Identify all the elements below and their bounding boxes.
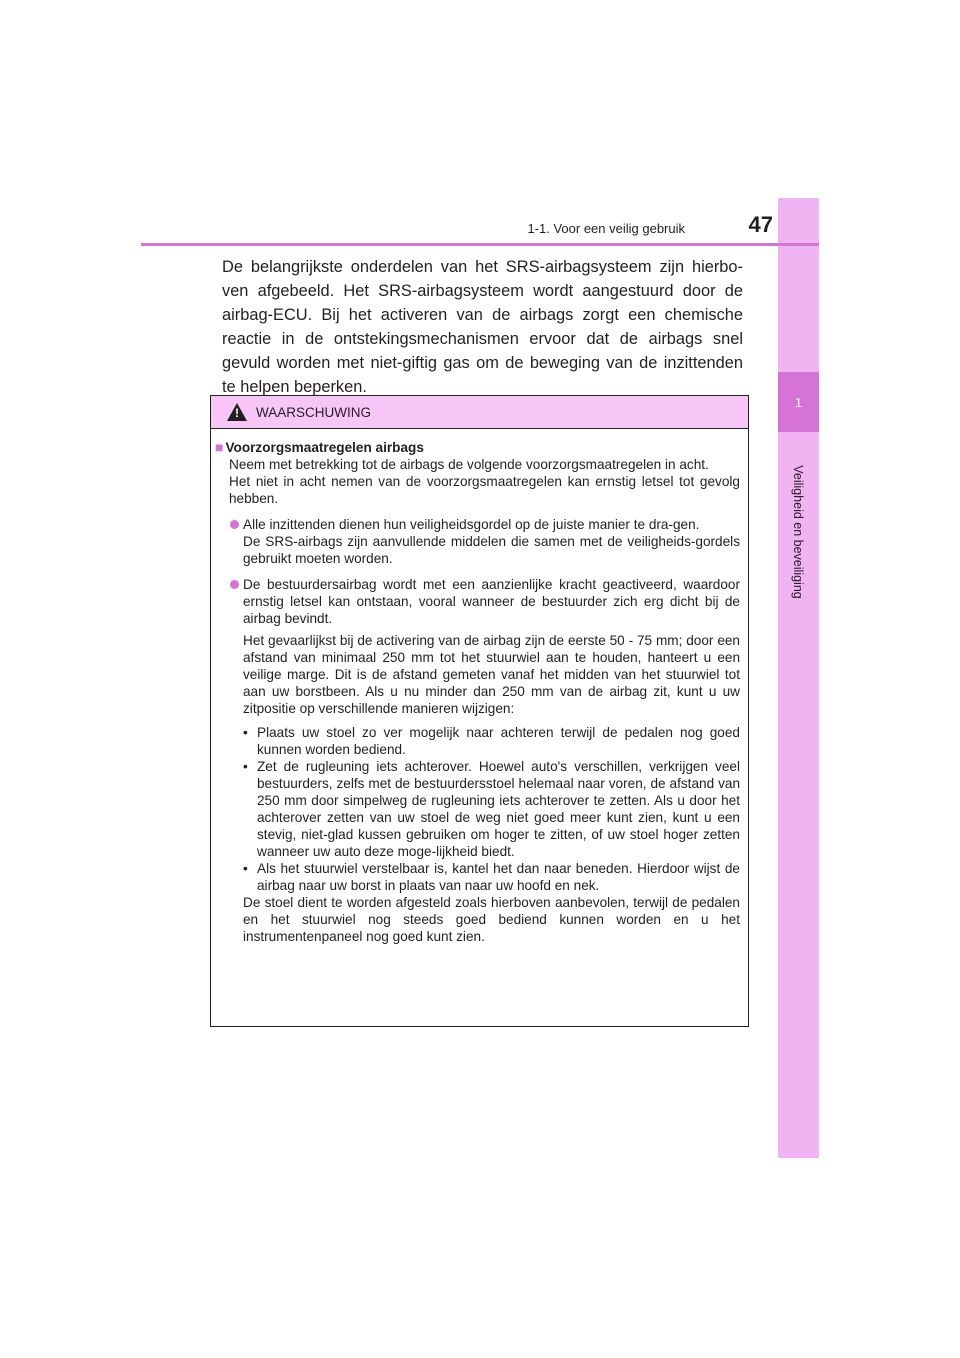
chapter-label: Veiligheid en beveiliging <box>791 465 805 599</box>
square-bullet-icon: ■ <box>215 439 224 455</box>
section-header: 1-1. Voor een veilig gebruik <box>527 221 685 236</box>
list-item-text: De bestuurdersairbag wordt met een aanzienlijke kracht geactiveerd, waardoor ernstig letsel kan ontstaan, vooral wanneer de bestuurder zich erg dicht bij de airbag bevindt. <box>243 577 740 626</box>
warning-paragraph: Het gevaarlijkst bij de activering van de airbag zijn de eerste 50 - 75 mm; door een afstand van minimaal 250 mm tot het stuurwiel aan te houden, hanteert u een veilige marge. Dit is de afstand gemeten vanaf het midden van het stuurwiel tot aan uw borstbeen. Als u nu minder dan 250 mm van de airbag zit, kunt u uw zitpositie op verschillende manieren wijzigen: <box>243 633 740 716</box>
dot-list-item-text: Als het stuurwiel verstelbaar is, kantel het dan naar beneden. Hierdoor wijst de airbag naar uw borst in plaats van naar uw hoofd en nek. <box>257 861 740 893</box>
closing-paragraph: De stoel dient te worden afgesteld zoals hierboven aanbevolen, terwijl de pedalen en het stuurwiel nog steeds goed bediend kunnen worden en u het instrumentenpaneel nog goed kunt zien. <box>243 895 740 944</box>
dot-bullet-icon: • <box>243 861 248 876</box>
warning-triangle-icon <box>227 403 247 421</box>
side-tab <box>778 198 819 1158</box>
dot-list-item <box>215 758 740 860</box>
warning-paragraph: Het niet in acht nemen van de voorzorgsmaatregelen kan ernstig letsel tot gevolg hebben. <box>229 474 740 506</box>
section-heading <box>215 439 740 456</box>
dot-bullet-icon: • <box>243 759 248 774</box>
warning-box <box>210 395 749 1027</box>
circle-bullet-icon <box>230 520 239 529</box>
list-item-text: Alle inzittenden dienen hun veiligheidsgordel op de juiste manier te dra-gen. <box>243 517 700 532</box>
list-item <box>215 516 740 567</box>
warning-body <box>211 429 748 945</box>
dot-list-item <box>215 724 740 758</box>
chapter-number: 1 <box>778 372 819 432</box>
dot-list-item-text: Zet de rugleuning iets achterover. Hoewel auto's verschillen, verkrijgen veel bestuurders, zelfs met de bestuurdersstoel helemaal naar voren, de afstand van 250 mm door simpelweg de rugleuning iets achterover te zetten. Als u door het achterover zetten van uw stoel de weg niet goed meer kunt zien, kunt u een stevig, niet-glad kussen gebruiken om hoger te zitten, of uw stoel hoger zetten wanneer uw auto deze moge-lijkheid biedt. <box>257 759 740 859</box>
dot-list-item-text: Plaats uw stoel zo ver mogelijk naar achteren terwijl de pedalen nog goed kunnen worden bediend. <box>257 725 740 757</box>
dot-bullet-icon: • <box>243 725 248 740</box>
section-heading-text: Voorzorgsmaatregelen airbags <box>225 440 424 455</box>
dot-list-item <box>215 860 740 894</box>
warning-header <box>211 396 748 429</box>
list-item <box>215 576 740 627</box>
intro-paragraph: De belangrijkste onderdelen van het SRS-airbagsysteem zijn hierbo-ven afgebeeld. Het SRS-airbagsysteem wordt aangestuurd door de airbag-ECU. Bij het activeren van de airbags zorgt een chemische reactie in de ontstekingsmechanismen ervoor dat de airbags snel gevuld worden met niet-giftig gas om de beweging van de inzittenden te helpen beperken. <box>222 258 743 396</box>
warning-paragraph: Neem met betrekking tot de airbags de volgende voorzorgsmaatregelen in acht. <box>229 457 709 472</box>
header-divider <box>141 243 819 246</box>
page-number: 47 <box>748 212 773 237</box>
list-item-text: De SRS-airbags zijn aanvullende middelen die samen met de veiligheids-gordels gebruikt moeten worden. <box>243 534 740 566</box>
warning-title: WAARSCHUWING <box>256 404 371 420</box>
dot-list <box>215 724 740 894</box>
circle-bullet-icon <box>230 580 239 589</box>
